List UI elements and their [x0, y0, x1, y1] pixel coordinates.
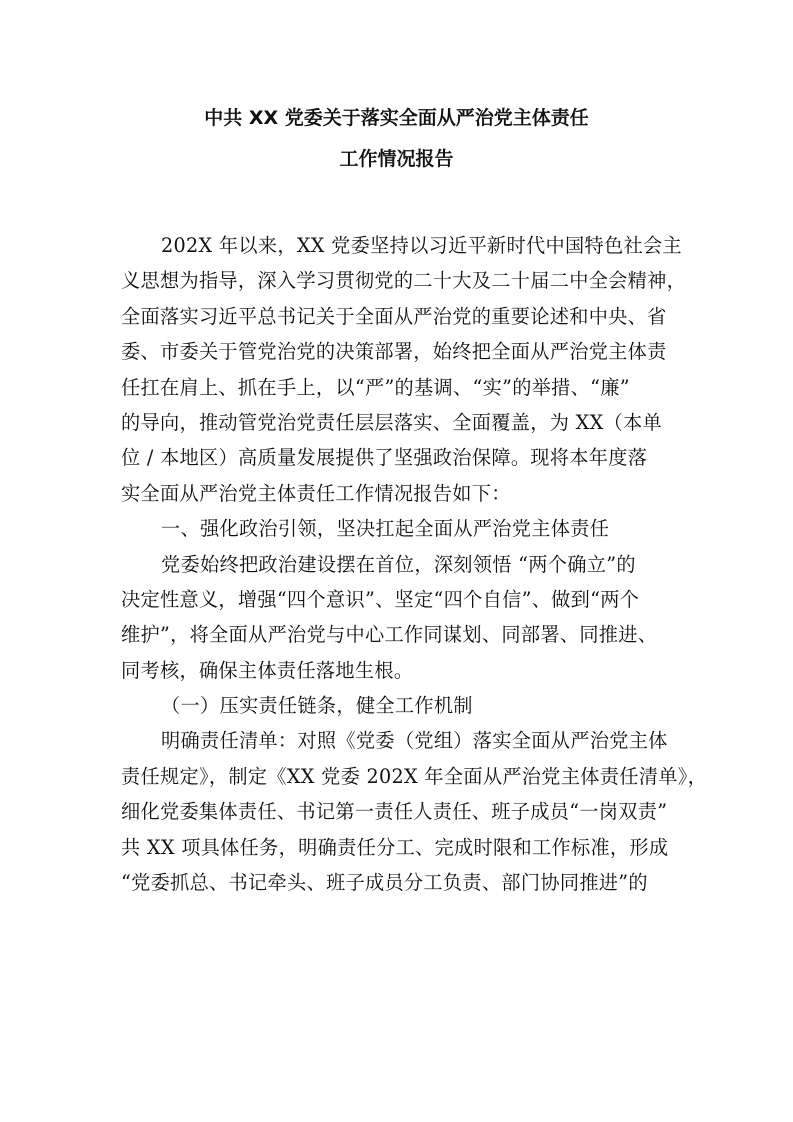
paragraph-line: 决定性意义，增强“四个意识”、坚定“四个自信”、做到“两个 [121, 587, 640, 611]
paragraph-line: 同考核，确保主体责任落地生根。 [121, 658, 414, 682]
document-title-line-2: 工作情况报告 [339, 148, 454, 170]
paragraph-line: 委、市委关于管党治党的决策部署，始终把全面从严治党主体责 [121, 340, 667, 364]
paragraph-line: 维护”，将全面从严治党与中心工作同谋划、同部署、同推进、 [121, 623, 658, 647]
document-title-line-1: 中共 XX 党委关于落实全面从严治党主体责任 [204, 107, 589, 129]
paragraph-line: 实全面从严治党主体责任工作情况报告如下： [121, 481, 511, 505]
document-body [121, 228, 708, 900]
subsection-heading: （一）压实责任链条，健全工作机制 [161, 694, 473, 718]
paragraph-line: 202X 年以来，XX 党委坚持以习近平新时代中国特色社会主 [161, 234, 682, 257]
paragraph-line: 细化党委集体责任、书记第一责任人责任、班子成员“一岗双责” [121, 800, 668, 824]
paragraph-line: 责任规定》，制定《XX 党委 202X 年全面从严治党主体责任清单》， [121, 764, 708, 788]
paragraph-line: 党委始终把政治建设摆在首位，深刻领悟 “两个确立”的 [161, 552, 636, 576]
paragraph-line: 共 XX 项具体任务，明确责任分工、完成时限和工作标准，形成 [121, 835, 669, 859]
paragraph-line: 任扛在肩上、抓在手上，以“严”的基调、“实”的举措、“廉” [121, 375, 630, 399]
paragraph-line: “党委抓总、书记牵头、班子成员分工负责、部门协同推进”的 [121, 871, 648, 895]
paragraph-line: 义思想为指导，深入学习贯彻党的二十大及二十届二中全会精神， [121, 269, 687, 293]
paragraph-line: 全面落实习近平总书记关于全面从严治党的重要论述和中央、省 [121, 304, 667, 328]
paragraph-line: 明确责任清单：对照《党委（党组）落实全面从严治党主体 [161, 729, 668, 753]
paragraph-line: 的导向，推动管党治党责任层层落实、全面覆盖，为 XX（本单 [121, 410, 662, 434]
paragraph-line: 位 / 本地区）高质量发展提供了坚强政治保障。现将本年度落 [121, 446, 648, 470]
section-heading: 一、强化政治引领，坚决扛起全面从严治党主体责任 [161, 517, 610, 541]
